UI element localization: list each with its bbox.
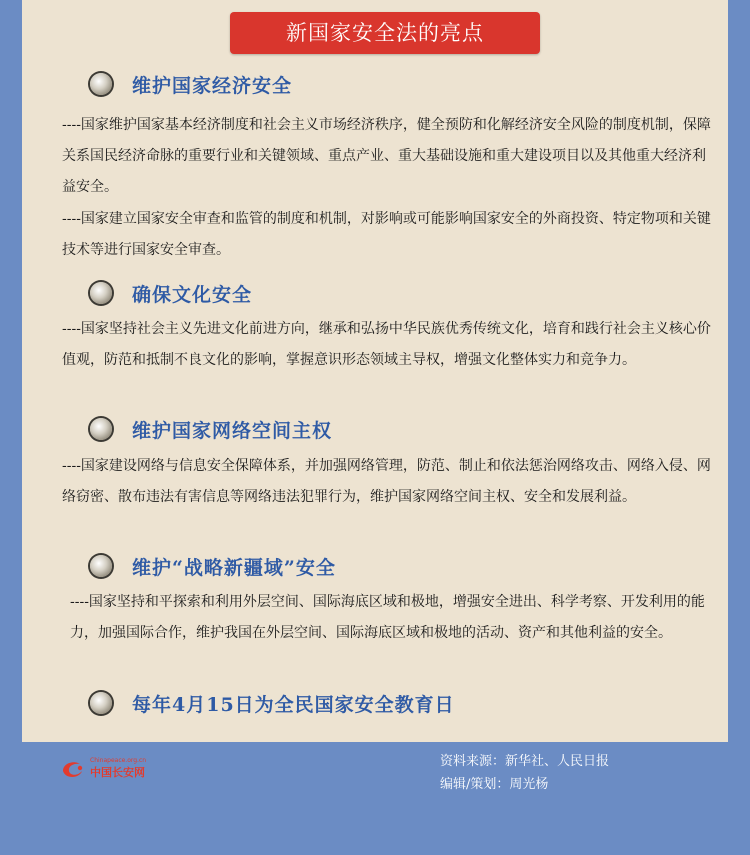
logo-swirl-icon [60, 758, 86, 780]
section-heading-text: 维护国家经济安全 [132, 74, 293, 97]
credits [440, 750, 609, 796]
bullet-icon [90, 555, 112, 577]
section-heading-text: 维护“战略新疆域”安全 [132, 556, 336, 579]
logo-name-text: 中国长安网 [90, 766, 145, 779]
bullet-icon [90, 692, 112, 714]
bullet-icon [90, 73, 112, 95]
page-title: 新国家安全法的亮点 [230, 12, 540, 54]
section-paragraph: ----国家坚持社会主义先进文化前进方向，继承和弘扬中华民族优秀传统文化，培育和践行社会主义核心价值观，防范和抵制不良文化的影响，掌握意识形态领域主导权，增强文化整体实力和竞争力。 [62, 321, 711, 368]
bullet-icon [90, 282, 112, 304]
editor-credit: 编辑/策划：周光杨 [440, 777, 549, 792]
section-paragraph: ----国家坚持和平探索和利用外层空间、国际海底区域和极地，增强安全进出、科学考察、开发利用的能力，加强国际合作，维护我国在外层空间、国际海底区域和极地的活动、资产和其他利益的安全。 [70, 594, 705, 641]
section-paragraph: ----国家维护国家基本经济制度和社会主义市场经济秩序，健全预防和化解经济安全风险的制度机制，保障关系国民经济命脉的重要行业和关键领域、重点产业、重大基础设施和重大建设项目以及其他重大经济利益安全。 [62, 117, 711, 195]
section-heading-text: 维护国家网络空间主权 [132, 419, 333, 442]
section-heading-text: 每年4月15日为全民国家安全教育日 [132, 693, 455, 716]
section-heading-text: 确保文化安全 [132, 283, 253, 306]
section-paragraph: ----国家建立国家安全审查和监管的制度和机制，对影响或可能影响国家安全的外商投资、特定物项和关键技术等进行国家安全审查。 [62, 211, 711, 258]
section-heading-cyberspace [90, 415, 332, 443]
section-heading-economy [90, 70, 292, 98]
source-credit: 资料来源：新华社、人民日报 [440, 754, 610, 769]
section-heading-frontier [90, 552, 336, 580]
logo-url-text: Chinapeace.org.cn [90, 757, 147, 764]
bullet-icon [90, 418, 112, 440]
chinapeace-logo [60, 752, 170, 782]
section-heading-education-day [90, 689, 455, 717]
section-heading-culture [90, 279, 252, 307]
section-paragraph: ----国家建设网络与信息安全保障体系，并加强网络管理，防范、制止和依法惩治网络攻击、网络入侵、网络窃密、散布违法有害信息等网络违法犯罪行为，维护国家网络空间主权、安全和发展利益。 [62, 458, 711, 505]
